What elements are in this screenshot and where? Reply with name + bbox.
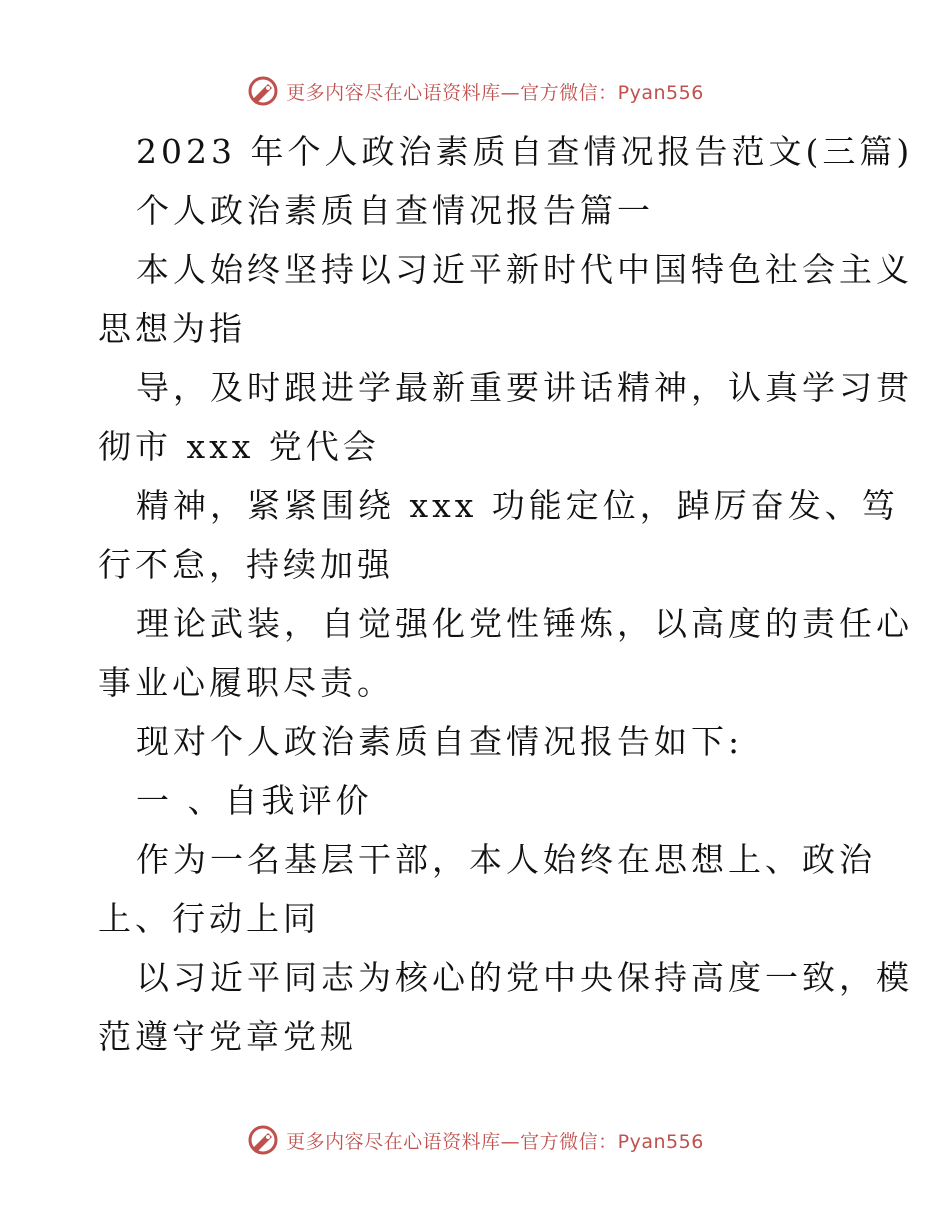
- document-body: [98, 122, 914, 1066]
- paragraph-line: 理论武装，自觉强化党性锤炼，以高度的责任心: [136, 604, 913, 643]
- paragraph-line: 现对个人政治素质自查情况报告如下:: [136, 722, 744, 761]
- paragraph-line: 彻市 xxx 党代会: [98, 427, 380, 466]
- watermark-text: 更多内容尽在心语资料库—官方微信：Pyan556: [286, 1130, 704, 1153]
- pen-nib-circle-icon: [246, 74, 280, 108]
- pen-nib-circle-icon: [246, 1123, 280, 1157]
- paragraph-line: 行不怠，持续加强: [98, 545, 394, 584]
- watermark-text: 更多内容尽在心语资料库—官方微信：Pyan556: [286, 81, 704, 104]
- paragraph-line: 事业心履职尽责。: [98, 663, 394, 702]
- document-title: 2023 年个人政治素质自查情况报告范文(三篇): [136, 132, 914, 171]
- paragraph-line: 范遵守党章党规: [98, 1017, 357, 1056]
- paragraph-line: 精神，紧紧围绕 xxx 功能定位，踔厉奋发、笃: [136, 486, 899, 525]
- paragraph-line: 导，及时跟进学最新重要讲话精神，认真学习贯: [136, 368, 913, 407]
- paragraph-line: 上、行动上同: [98, 899, 320, 938]
- section-heading: 个人政治素质自查情况报告篇一: [136, 191, 654, 230]
- paragraph-line: 作为一名基层干部，本人始终在思想上、政治: [136, 840, 876, 879]
- paragraph-line: 思想为指: [98, 309, 246, 348]
- paragraph-line: 本人始终坚持以习近平新时代中国特色社会主义: [136, 250, 913, 289]
- footer-watermark: [0, 1120, 950, 1160]
- header-watermark: [0, 71, 950, 111]
- paragraph-line: 以习近平同志为核心的党中央保持高度一致，模: [136, 958, 913, 997]
- subsection-heading: 一 、自我评价: [136, 781, 373, 820]
